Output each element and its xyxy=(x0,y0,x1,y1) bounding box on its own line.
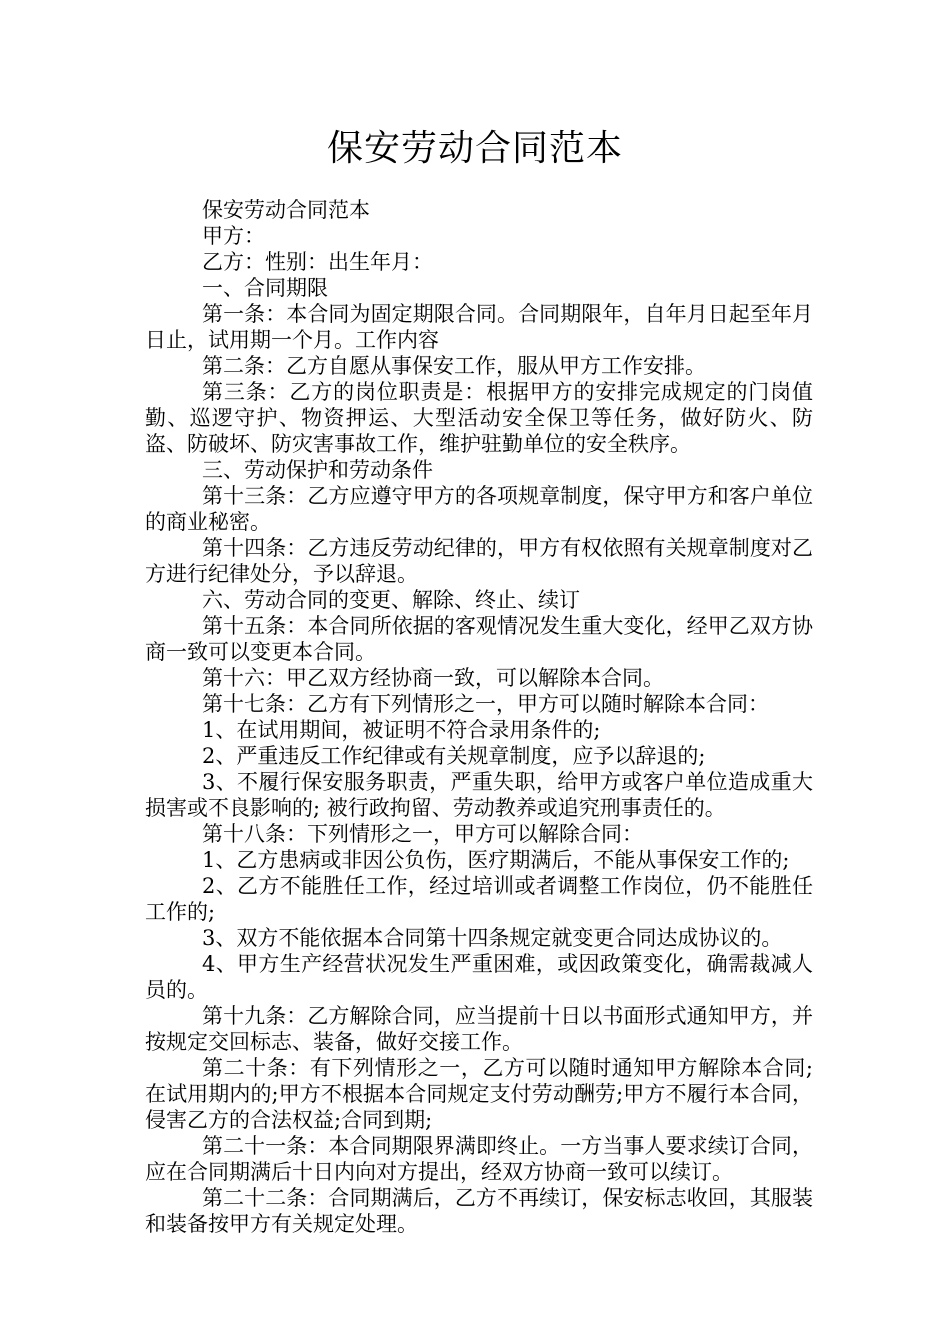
paragraph: 第二十一条：本合同期限界满即终止。一方当事人要求续订合同，应在合同期满后十日内向对方提出，经双方协商一致可以续订。 xyxy=(145,1134,813,1184)
paragraph: 第三条：乙方的岗位职责是：根据甲方的安排完成规定的门岗值勤、巡逻守护、物资押运、大型活动安全保卫等任务，做好防火、防盗、防破坏、防灾害事故工作，维护驻勤单位的安全秩序。 xyxy=(145,380,813,456)
list-item: 1、在试用期间，被证明不符合录用条件的; xyxy=(202,718,601,742)
paragraph: 第一条：本合同为固定期限合同。合同期限年，自年月日起至年月日止，试用期一个月。工作内容 xyxy=(145,302,813,352)
paragraph: 甲方： xyxy=(202,224,265,248)
paragraph: 第二十二条：合同期满后，乙方不再续订，保安标志收回，其服装和装备按甲方有关规定处理。 xyxy=(145,1186,813,1236)
paragraph: 第二条：乙方自愿从事保安工作，服从甲方工作安排。 xyxy=(202,354,706,378)
paragraph: 第二十条：有下列情形之一，乙方可以随时通知甲方解除本合同;在试用期内的;甲方不根据本合同规定支付劳动酬劳;甲方不履行本合同，侵害乙方的合法权益;合同到期; xyxy=(145,1056,813,1132)
list-item: 4、甲方生产经营状况发生严重困难，或因政策变化，确需裁减人员的。 xyxy=(145,952,813,1002)
document-body xyxy=(145,197,813,1237)
paragraph: 第十六：甲乙双方经协商一致，可以解除本合同。 xyxy=(202,666,664,690)
paragraph: 第十三条：乙方应遵守甲方的各项规章制度，保守甲方和客户单位的商业秘密。 xyxy=(145,484,813,534)
section-heading: 一、合同期限 xyxy=(202,276,328,300)
list-item: 1、乙方患病或非因公负伤，医疗期满后，不能从事保安工作的; xyxy=(202,848,790,872)
paragraph: 第十八条：下列情形之一，甲方可以解除合同： xyxy=(202,822,643,846)
list-item: 3、双方不能依据本合同第十四条规定就变更合同达成协议的。 xyxy=(202,926,783,950)
paragraph: 保安劳动合同范本 xyxy=(202,198,370,222)
paragraph: 第十九条：乙方解除合同，应当提前十日以书面形式通知甲方，并按规定交回标志、装备，做好交接工作。 xyxy=(145,1004,813,1054)
paragraph: 第十四条：乙方违反劳动纪律的，甲方有权依照有关规章制度对乙方进行纪律处分，予以辞退。 xyxy=(145,536,813,586)
paragraph: 乙方：性别：出生年月： xyxy=(202,250,433,274)
paragraph: 第十七条：乙方有下列情形之一，甲方可以随时解除本合同： xyxy=(202,692,769,716)
section-heading: 六、劳动合同的变更、解除、终止、续订 xyxy=(202,588,580,612)
paragraph: 第十五条：本合同所依据的客观情况发生重大变化，经甲乙双方协商一致可以变更本合同。 xyxy=(145,614,813,664)
list-item: 3、不履行保安服务职责，严重失职，给甲方或客户单位造成重大损害或不良影响的; 被行政拘留、劳动教养或追究刑事责任的。 xyxy=(145,770,813,820)
document-title: 保安劳动合同范本 xyxy=(326,128,623,169)
list-item: 2、乙方不能胜任工作，经过培训或者调整工作岗位，仍不能胜任工作的; xyxy=(145,874,813,924)
list-item: 2、严重违反工作纪律或有关规章制度，应予以辞退的; xyxy=(202,744,706,768)
section-heading: 三、劳动保护和劳动条件 xyxy=(202,458,433,482)
